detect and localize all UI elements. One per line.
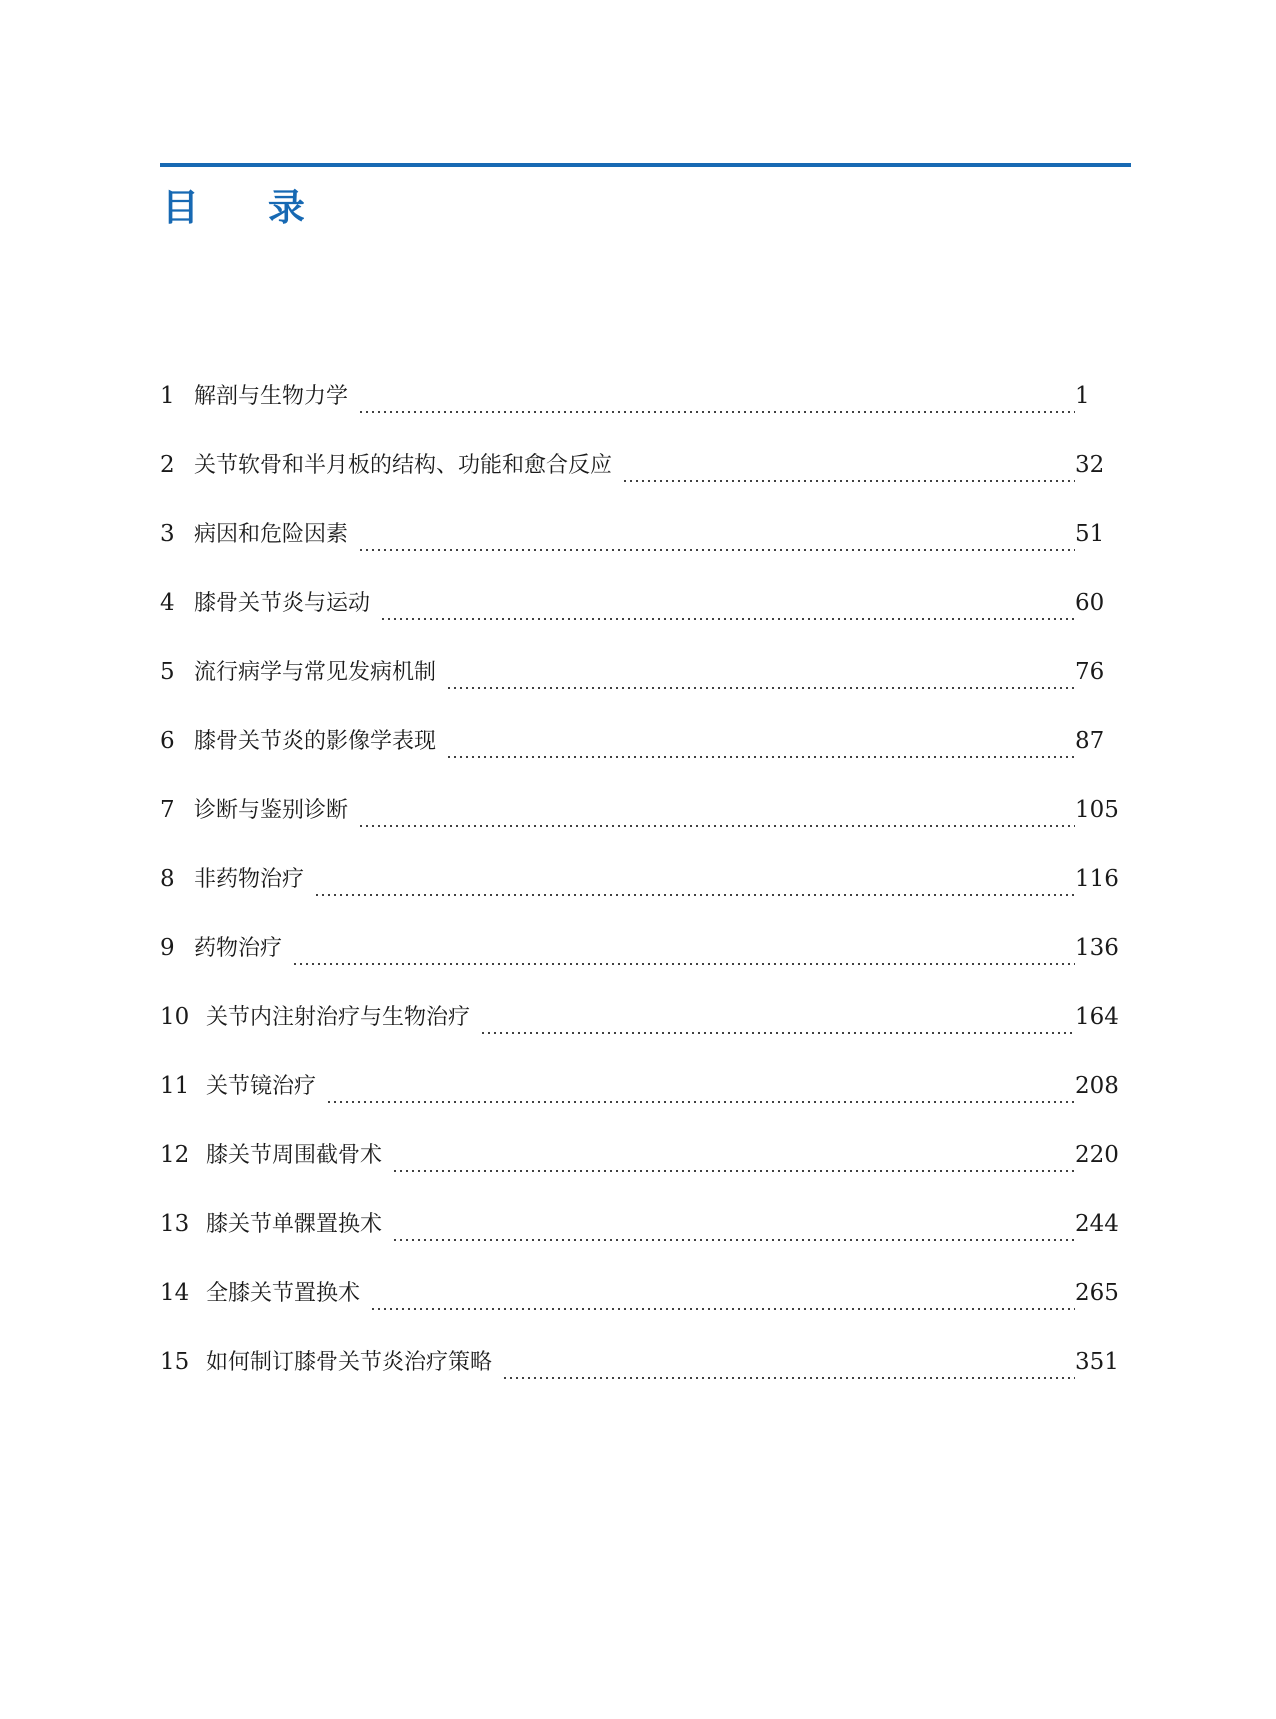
chapter-title: 流行病学与常见发病机制 <box>194 660 437 685</box>
chapter-title: 药物治疗 <box>194 936 283 961</box>
toc-entry-15[interactable] <box>160 1341 1123 1410</box>
chapter-title: 关节镜治疗 <box>206 1074 317 1099</box>
page-number: 76 <box>1075 659 1105 685</box>
dot-leader <box>392 1239 1075 1241</box>
dot-leader <box>358 825 1075 827</box>
dot-leader <box>292 963 1075 965</box>
toc-entry-9[interactable] <box>160 927 1123 996</box>
chapter-number: 7 <box>160 797 175 823</box>
dot-leader <box>380 618 1075 620</box>
toc-entry-6[interactable] <box>160 720 1123 789</box>
page-title: 目 录 <box>162 186 333 229</box>
dot-leader <box>358 411 1075 413</box>
page-number: 164 <box>1075 1004 1119 1030</box>
chapter-title: 非药物治疗 <box>194 867 305 892</box>
chapter-number: 3 <box>160 521 175 547</box>
dot-leader <box>480 1032 1075 1034</box>
toc-entry-12[interactable] <box>160 1134 1123 1203</box>
toc-entry-8[interactable] <box>160 858 1123 927</box>
page-number: 87 <box>1075 728 1105 754</box>
dot-leader <box>446 756 1075 758</box>
chapter-title: 解剖与生物力学 <box>194 384 349 409</box>
header-rule <box>160 163 1131 167</box>
page-number: 51 <box>1075 521 1105 547</box>
chapter-number: 14 <box>160 1280 190 1306</box>
chapter-title: 如何制订膝骨关节炎治疗策略 <box>206 1350 493 1375</box>
toc-entry-7[interactable] <box>160 789 1123 858</box>
page-number: 136 <box>1075 935 1119 961</box>
page-number: 351 <box>1075 1349 1119 1375</box>
toc-entry-10[interactable] <box>160 996 1123 1065</box>
dot-leader <box>314 894 1075 896</box>
chapter-title: 诊断与鉴别诊断 <box>194 798 349 823</box>
page-number: 60 <box>1075 590 1105 616</box>
dot-leader <box>502 1377 1075 1379</box>
page-number: 105 <box>1075 797 1119 823</box>
dot-leader <box>370 1308 1075 1310</box>
chapter-title: 病因和危险因素 <box>194 522 349 547</box>
toc-entry-4[interactable] <box>160 582 1123 651</box>
page-number: 32 <box>1075 452 1105 478</box>
chapter-number: 1 <box>160 383 175 409</box>
chapter-title: 膝骨关节炎的影像学表现 <box>194 729 437 754</box>
page-number: 1 <box>1075 383 1090 409</box>
page-number: 265 <box>1075 1280 1119 1306</box>
chapter-number: 10 <box>160 1004 190 1030</box>
page-number: 116 <box>1075 866 1119 892</box>
chapter-title: 全膝关节置换术 <box>206 1281 361 1306</box>
chapter-number: 4 <box>160 590 175 616</box>
chapter-title: 膝关节周围截骨术 <box>206 1143 383 1168</box>
page-number: 220 <box>1075 1142 1119 1168</box>
toc-entry-14[interactable] <box>160 1272 1123 1341</box>
dot-leader <box>622 480 1075 482</box>
chapter-number: 2 <box>160 452 175 478</box>
table-of-contents <box>160 375 1123 1410</box>
chapter-number: 9 <box>160 935 175 961</box>
dot-leader <box>326 1101 1075 1103</box>
chapter-number: 15 <box>160 1349 190 1375</box>
chapter-number: 13 <box>160 1211 190 1237</box>
page-number: 208 <box>1075 1073 1119 1099</box>
chapter-title: 关节软骨和半月板的结构、功能和愈合反应 <box>194 453 613 478</box>
toc-entry-2[interactable] <box>160 444 1123 513</box>
dot-leader <box>392 1170 1075 1172</box>
chapter-number: 11 <box>160 1073 190 1099</box>
toc-entry-3[interactable] <box>160 513 1123 582</box>
chapter-number: 6 <box>160 728 175 754</box>
chapter-title: 膝关节单髁置换术 <box>206 1212 383 1237</box>
toc-entry-13[interactable] <box>160 1203 1123 1272</box>
chapter-title: 关节内注射治疗与生物治疗 <box>206 1005 471 1030</box>
toc-entry-1[interactable] <box>160 375 1123 444</box>
chapter-number: 12 <box>160 1142 190 1168</box>
dot-leader <box>358 549 1075 551</box>
chapter-number: 5 <box>160 659 175 685</box>
dot-leader <box>446 687 1075 689</box>
chapter-title: 膝骨关节炎与运动 <box>194 591 371 616</box>
page-number: 244 <box>1075 1211 1119 1237</box>
toc-entry-11[interactable] <box>160 1065 1123 1134</box>
toc-entry-5[interactable] <box>160 651 1123 720</box>
chapter-number: 8 <box>160 866 175 892</box>
